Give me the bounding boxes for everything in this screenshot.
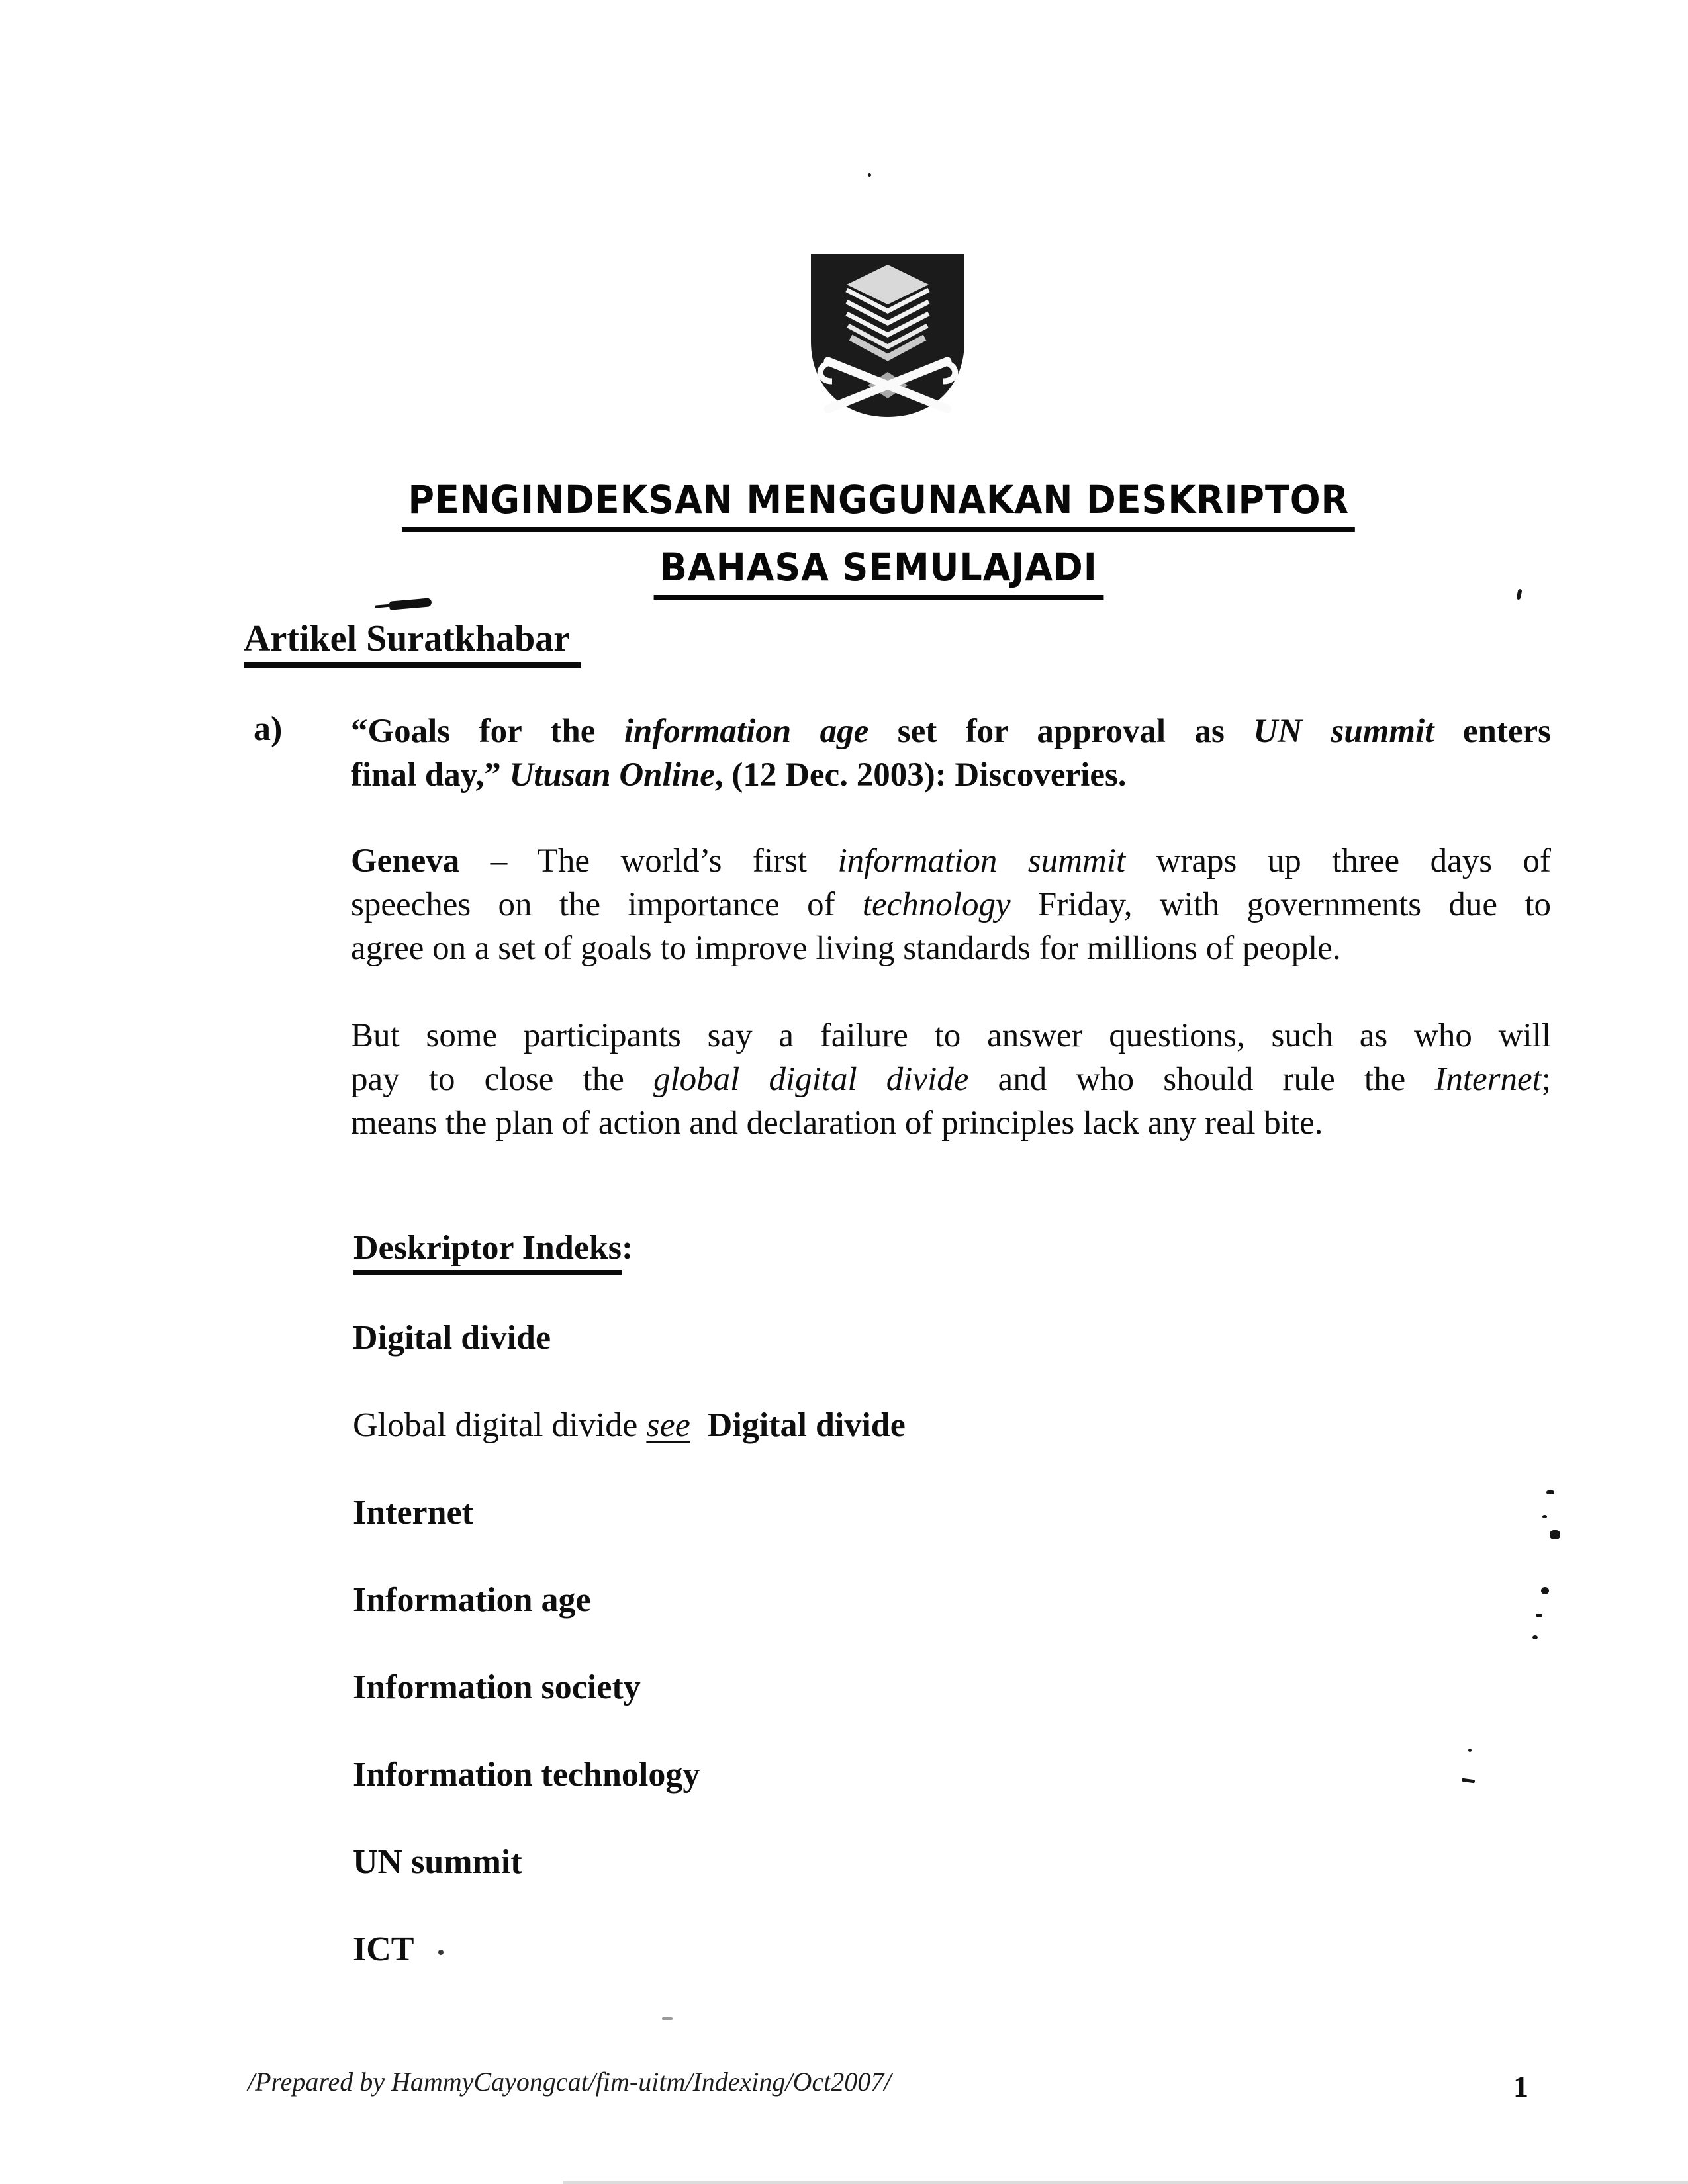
text-segment: But some participants say a failure to answer questions, such as who will — [351, 1017, 1551, 1054]
text-segment: information age — [624, 713, 869, 750]
text-segment: final day,” — [351, 756, 510, 794]
text-segment: Deskriptor Indeks — [353, 1229, 622, 1275]
text-line — [351, 1058, 1551, 1101]
text-segment: global digital divide — [653, 1061, 969, 1098]
ink-speck — [1532, 1635, 1538, 1639]
ink-speck — [662, 2017, 673, 2020]
text-segment: wraps up three days of — [1125, 842, 1551, 880]
text-segment: Geneva — [351, 842, 460, 880]
scanner-edge-shadow — [563, 2181, 1688, 2184]
descriptor-index-list — [353, 1318, 906, 2017]
text-line — [351, 1101, 1551, 1145]
text-segment: speeches on the importance of — [351, 886, 863, 923]
ink-speck — [1542, 1515, 1547, 1518]
text-segment — [690, 1406, 708, 1444]
text-line — [351, 883, 1551, 927]
text-segment: Global digital divide — [353, 1406, 647, 1444]
descriptor-entry — [353, 1580, 906, 1621]
descriptor-entry — [353, 1668, 906, 1709]
section-heading-text: Artikel Suratkhabar — [244, 618, 581, 668]
text-segment: enters — [1434, 713, 1551, 750]
text-segment: Internet — [1434, 1061, 1542, 1098]
descriptor-index-heading — [353, 1228, 633, 1267]
text-segment: technology — [862, 886, 1011, 923]
ink-speck — [868, 173, 871, 177]
text-segment: see — [646, 1406, 690, 1444]
ink-speck — [1462, 1778, 1476, 1784]
list-item-label: a) — [254, 710, 283, 748]
text-segment: ; — [1541, 1061, 1551, 1098]
ink-speck — [1550, 1530, 1560, 1539]
title-line-1 — [69, 477, 1688, 532]
text-segment: UN summit — [1253, 713, 1434, 750]
descriptor-entry — [353, 1318, 906, 1359]
text-segment: – The world’s first — [459, 842, 838, 880]
text-segment: , (12 Dec. 2003): Discoveries. — [714, 756, 1127, 794]
ink-speck — [1536, 1614, 1542, 1617]
text-segment: “Goals for the — [351, 713, 624, 750]
text-segment: Utusan Online — [509, 756, 715, 794]
text-segment: Digital divide — [707, 1406, 906, 1444]
text-segment: Internet — [353, 1494, 473, 1531]
text-line — [351, 1014, 1551, 1058]
text-segment: agree on a set of goals to improve living standards for millions of people. — [351, 930, 1341, 967]
title-line-2-text: BAHASA SEMULAJADI — [653, 548, 1103, 600]
title-line-2 — [69, 545, 1688, 600]
title-line-1-text: PENGINDEKSAN MENGGUNAKAN DESKRIPTOR — [402, 480, 1355, 532]
text-line — [351, 753, 1551, 797]
text-segment: and who should rule the — [968, 1061, 1435, 1098]
text-segment: Digital divide — [353, 1319, 551, 1357]
text-segment: Information society — [353, 1668, 641, 1706]
uitm-crest-logo — [806, 250, 970, 424]
section-heading — [244, 617, 581, 660]
ink-speck — [1541, 1587, 1549, 1594]
article-paragraph-1 — [351, 839, 1551, 970]
ink-speck — [1468, 1749, 1472, 1752]
article-citation — [351, 709, 1551, 797]
footer-prepared-by: /Prepared by HammyCayongcat/fim-uitm/Indexing/Oct2007/ — [248, 2067, 892, 2097]
descriptor-entry — [353, 1930, 906, 1971]
text-segment: UN summit — [353, 1843, 522, 1881]
descriptor-entry — [353, 1493, 906, 1534]
ink-speck — [438, 1950, 444, 1955]
ink-speck — [1546, 1490, 1554, 1494]
article-paragraph-2 — [351, 1014, 1551, 1145]
text-segment: set for approval as — [868, 713, 1254, 750]
text-segment: : — [622, 1229, 633, 1267]
text-segment: ICT — [353, 1931, 414, 1968]
text-segment: information summit — [837, 842, 1126, 880]
text-segment: Friday, with governments due to — [1010, 886, 1551, 923]
descriptor-entry — [353, 1755, 906, 1796]
descriptor-entry — [353, 1406, 906, 1447]
text-segment: Information technology — [353, 1756, 700, 1794]
text-line — [351, 839, 1551, 883]
page-number: 1 — [1513, 2070, 1528, 2103]
text-line — [351, 927, 1551, 970]
document-title — [69, 477, 1688, 600]
text-segment: means the plan of action and declaration of principles lack any real bite. — [351, 1105, 1323, 1142]
ink-smudge — [389, 598, 432, 610]
descriptor-entry — [353, 1843, 906, 1884]
text-segment: Information age — [353, 1581, 591, 1619]
text-segment: pay to close the — [351, 1061, 653, 1098]
text-line — [351, 709, 1551, 753]
